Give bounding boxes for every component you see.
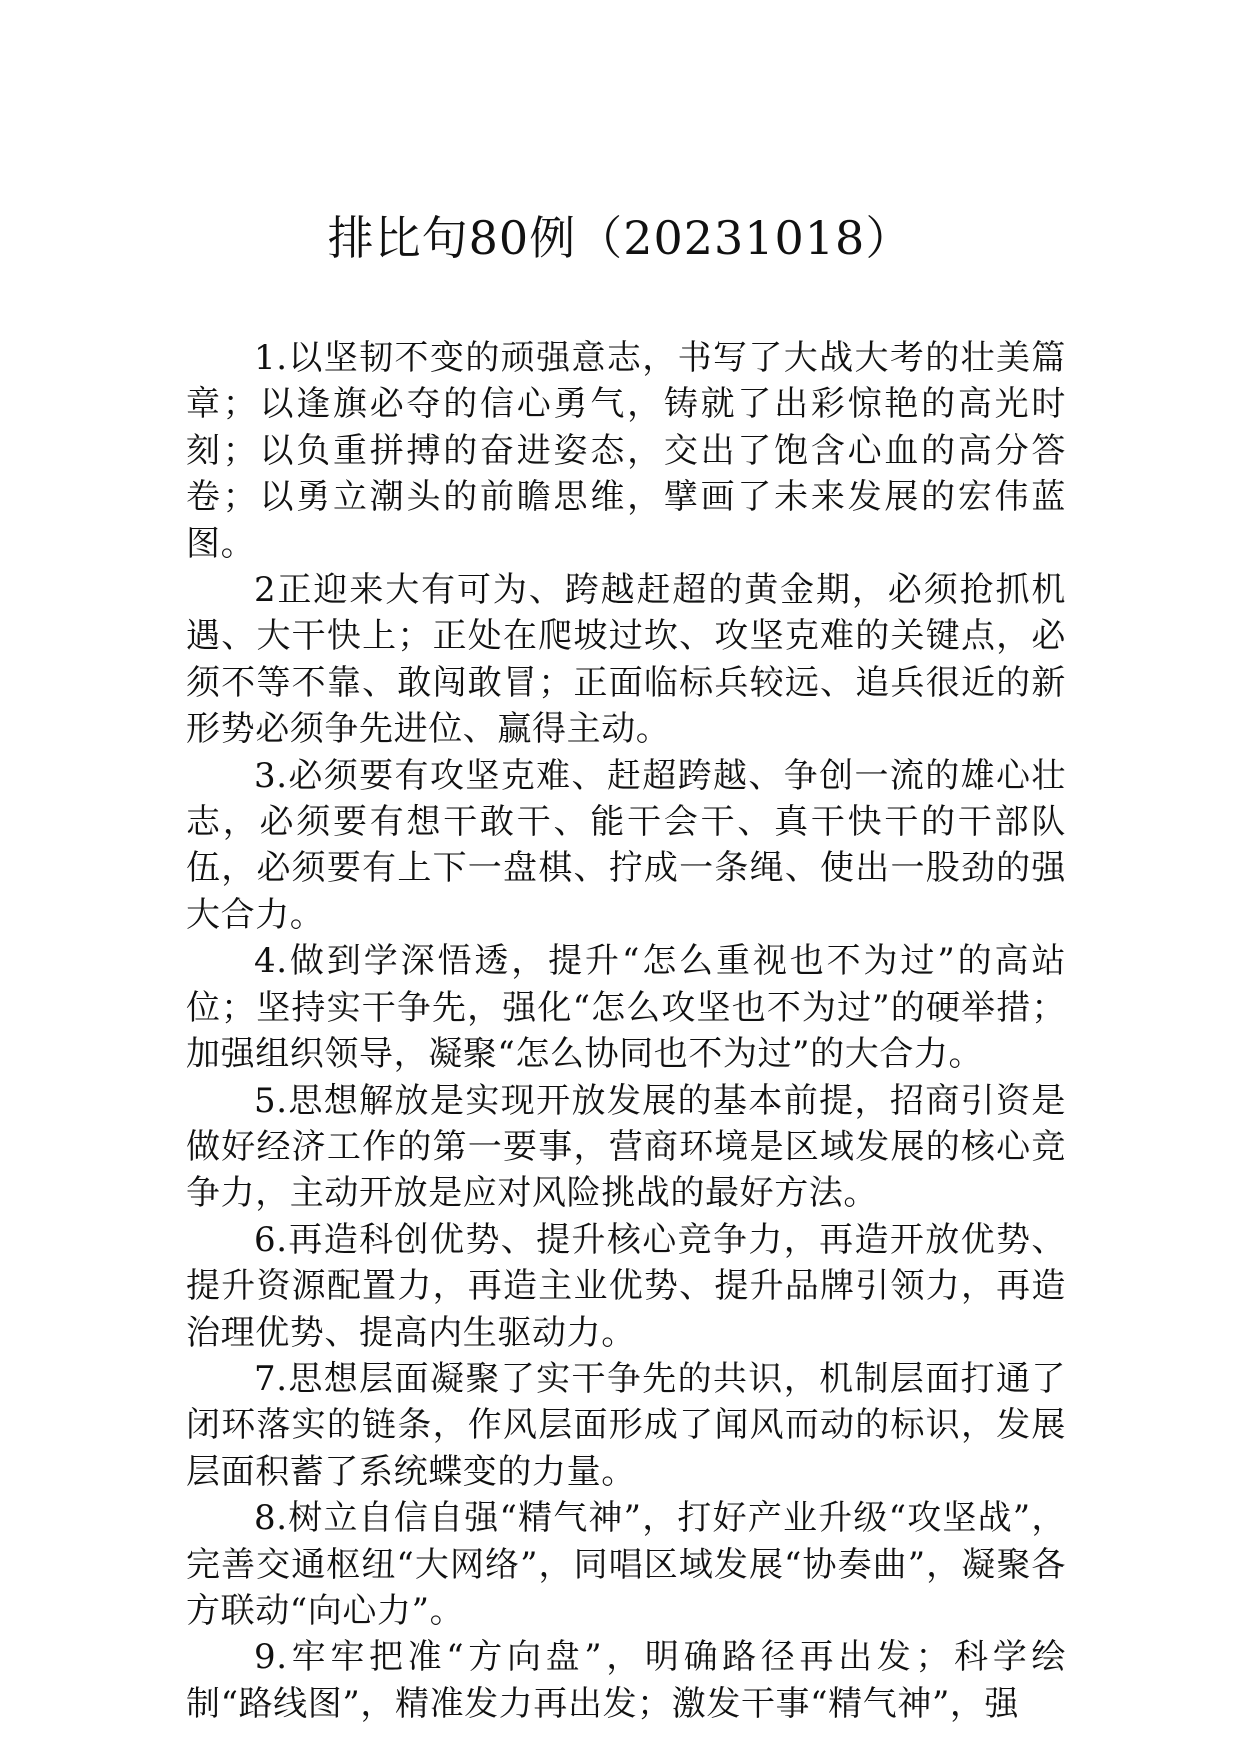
document-body	[186, 335, 1066, 1727]
paragraph-4: 4.做到学深悟透，提升“怎么重视也不为过”的高站位；坚持实干争先，强化“怎么攻坚也不为过”的硬举措；加强组织领导，凝聚“怎么协同也不为过”的大合力。	[186, 941, 1066, 1075]
paragraph-8: 8.树立自信自强“精气神”，打好产业升级“攻坚战”，完善交通枢纽“大网络”，同唱区域发展“协奏曲”，凝聚各方联动“向心力”。	[186, 1498, 1066, 1631]
paragraph-2: 2正迎来大有可为、跨越赶超的黄金期，必须抢抓机遇、大干快上；正处在爬坡过坎、攻坚克难的关键点，必须不等不靠、敢闯敢冒；正面临标兵较远、追兵很近的新形势必须争先进位、赢得主动。	[186, 570, 1066, 750]
paragraph-9: 9.牢牢把准“方向盘”，明确路径再出发；科学绘制“路线图”，精准发力再出发；激发干事“精气神”，强	[186, 1637, 1066, 1724]
paragraph-3: 3.必须要有攻坚克难、赶超跨越、争创一流的雄心壮志，必须要有想干敢干、能干会干、真干快干的干部队伍，必须要有上下一盘棋、拧成一条绳、使出一股劲的强大合力。	[186, 755, 1066, 935]
document-title: 排比句80例（20231018）	[327, 211, 913, 265]
paragraph-5: 5.思想解放是实现开放发展的基本前提，招商引资是做好经济工作的第一要事，营商环境是区域发展的核心竞争力，主动开放是应对风险挑战的最好方法。	[186, 1080, 1066, 1214]
paragraph-1: 1.以坚韧不变的顽强意志，书写了大战大考的壮美篇章；以逢旗必夺的信心勇气，铸就了出彩惊艳的高光时刻；以负重拼搏的奋进姿态，交出了饱含心血的高分答卷；以勇立潮头的前瞻思维，擘画了未来发展的宏伟蓝图。	[186, 338, 1066, 564]
paragraph-6: 6.再造科创优势、提升核心竞争力，再造开放优势、提升资源配置力，再造主业优势、提升品牌引领力，再造治理优势、提高内生驱动力。	[186, 1219, 1066, 1353]
paragraph-7: 7.思想层面凝聚了实干争先的共识，机制层面打通了闭环落实的链条，作风层面形成了闻风而动的标识，发展层面积蓄了系统蝶变的力量。	[186, 1358, 1066, 1492]
